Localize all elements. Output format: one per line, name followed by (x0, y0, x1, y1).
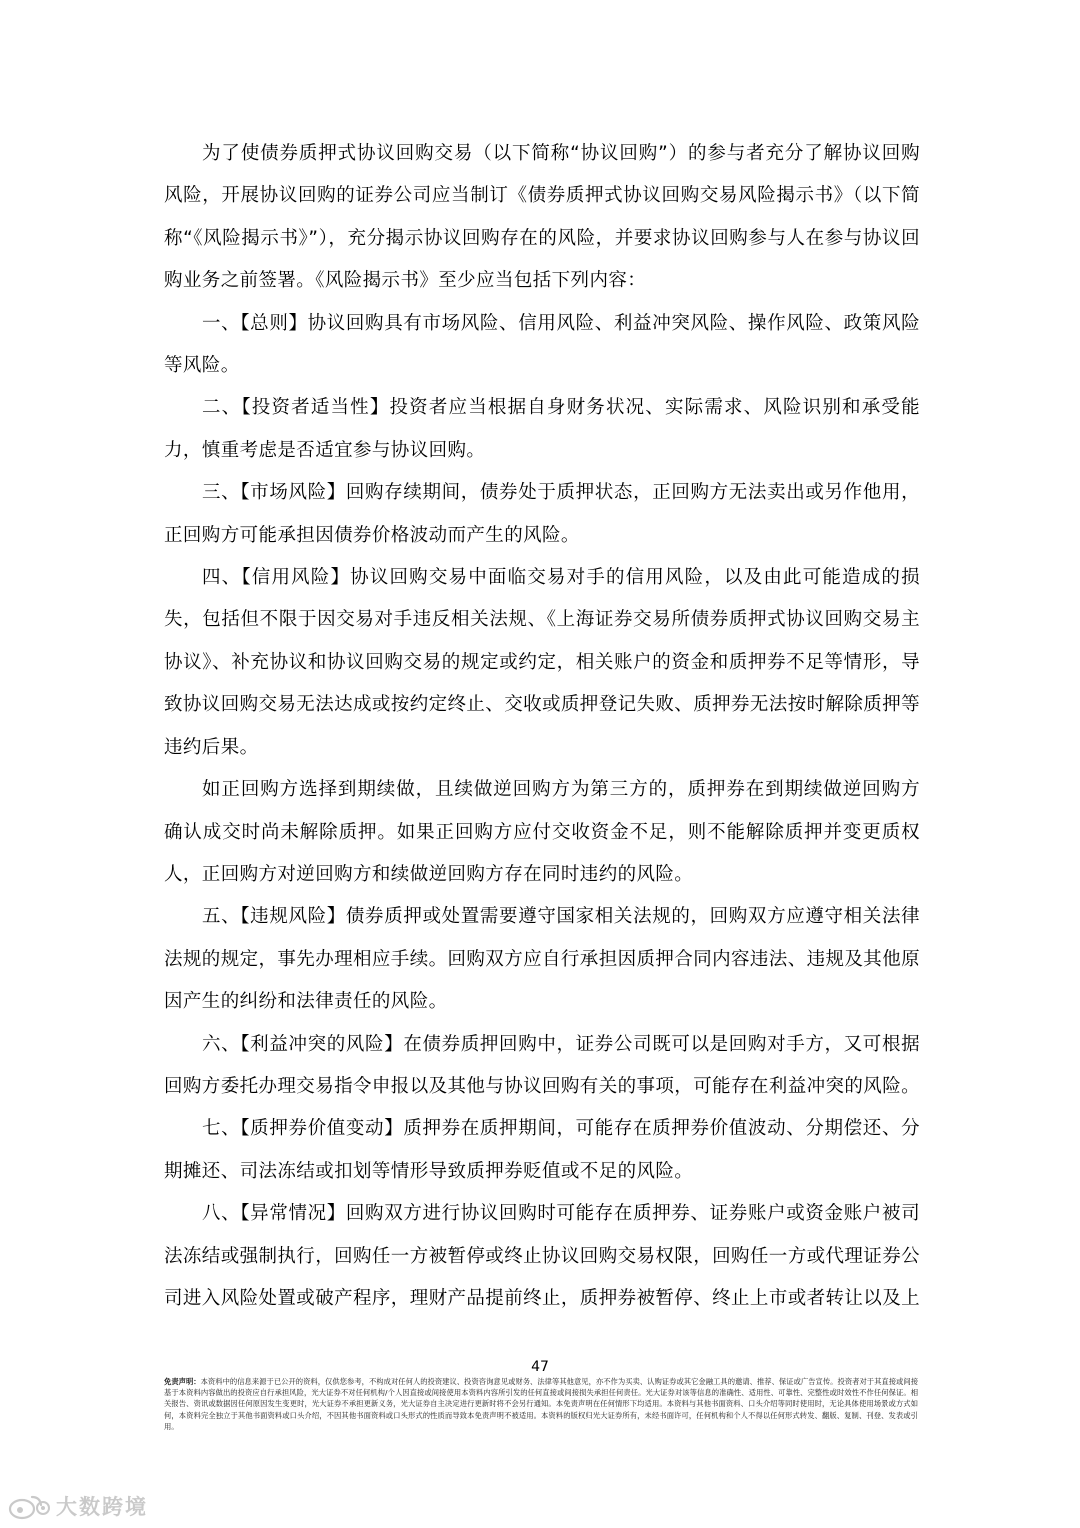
paragraph-general: 一、【总则】协议回购具有市场风险、信用风险、利益冲突风险、操作风险、政策风险等风险。 (164, 312, 920, 377)
paragraph-suitability: 二、【投资者适当性】投资者应当根据自身财务状况、实际需求、风险识别和承受能力，慎重考虑是否适宜参与协议回购。 (164, 397, 920, 461)
paragraph-rollover: 如正回购方选择到期续做，且续做逆回购方为第三方的，质押券在到期续做逆回购方确认成交时尚未解除质押。如果正回购方应付交收资金不足，则不能解除质押并变更质权人，正回购方对逆回购方和续做逆回购方存在同时违约的风险。 (164, 779, 920, 885)
paragraph-conflict-risk: 六、【利益冲突的风险】在债券质押回购中，证券公司既可以是回购对手方，又可根据回购方委托办理交易指令申报以及其他与协议回购有关的事项，可能存在利益冲突的风险。 (164, 1033, 921, 1097)
paragraph-collateral-value: 七、【质押券价值变动】质押券在质押期间，可能存在质押券价值波动、分期偿还、分期摊还、司法冻结或扣划等情形导致质押券贬值或不足的风险。 (164, 1118, 920, 1182)
page-number: 47 (531, 1359, 549, 1375)
weibo-logo-icon (8, 1491, 52, 1521)
paragraph-credit-risk: 四、【信用风险】协议回购交易中面临交易对手的信用风险，以及由此可能造成的损失，包括但不限于因交易对手违反相关法规、《上海证券交易所债券质押式协议回购交易主协议》、补充协议和协议回购交易的规定或约定，相关账户的资金和质押券不足等情形，导致协议回购交易无法达成或按约定终止、交收或质押登记失败、质押券无法按时解除质押等违约后果。 (164, 567, 921, 758)
watermark-text: 大数跨境 (56, 1495, 148, 1519)
paragraph-market-risk: 三、【市场风险】回购存续期间，债券处于质押状态，正回购方无法卖出或另作他用，正回购方可能承担因债券价格波动而产生的风险。 (164, 482, 920, 546)
paragraph-abnormal: 八、【异常情况】回购双方进行协议回购时可能存在质押券、证券账户或资金账户被司法冻结或强制执行，回购任一方被暂停或终止协议回购交易权限，回购任一方或代理证券公司进入风险处置或破产程序，理财产品提前终止，质押券被暂停、终止上市或者转让以及上 (164, 1203, 921, 1309)
disclaimer-lead: 免责声明： (164, 1377, 201, 1386)
paragraph-compliance-risk: 五、【违规风险】债券质押或处置需要遵守国家相关法规的，回购双方应遵守相关法律法规的规定，事先办理相应手续。回购双方应自行承担因质押合同内容违法、违规及其他原因产生的纠纷和法律责任的风险。 (164, 906, 921, 1013)
disclaimer (164, 1376, 918, 1432)
paragraph-intro: 为了使债券质押式协议回购交易（以下简称“协议回购”）的参与者充分了解协议回购风险，开展协议回购的证券公司应当制订《债券质押式协议回购交易风险揭示书》（以下简称“《风险揭示书》”），充分揭示协议回购存在的风险，并要求协议回购参与人在参与协议回购业务之前签署。《风险揭示书》至少应当包括下列内容： (164, 143, 920, 292)
watermark (8, 1488, 148, 1524)
document-body (164, 133, 920, 1320)
disclaimer-text: 本资料中的信息来源于已公开的资料，仅供您参考，不构成对任何人的投资建议、投资咨询意见或财务、法律等其他意见，亦不作为买卖、认购证券或其它金融工具的邀请、推荐、保证或广告宣传。投资者对于其直接或间接基于本资料内容做出的投资应自行承担风险，光大证券不对任何机构/个人因直接或间接使用本资料内容所引发的任何直接或间接损失承担任何责任。光大证券对该等信息的准确性、适用性、可靠性、完整性或时效性不作任何保证。相关报告、资讯或数据因任何原因发生变更时，光大证券不承担更新义务，光大证券自主决定进行更新时将不会另行通知。本免责声明在任何情形下均适用。本资料与其他书面资料、口头介绍等同时使用时，无论具体使用场景或方式如何，本资料完全独立于其他书面资料或口头介绍，不因其他书面资料或口头形式的性质而导致本免责声明不被适用。本资料的版权归光大证券所有，未经书面许可，任何机构和个人不得以任何形式转发、翻版、复制、刊登、发表或引用。 (164, 1377, 918, 1431)
